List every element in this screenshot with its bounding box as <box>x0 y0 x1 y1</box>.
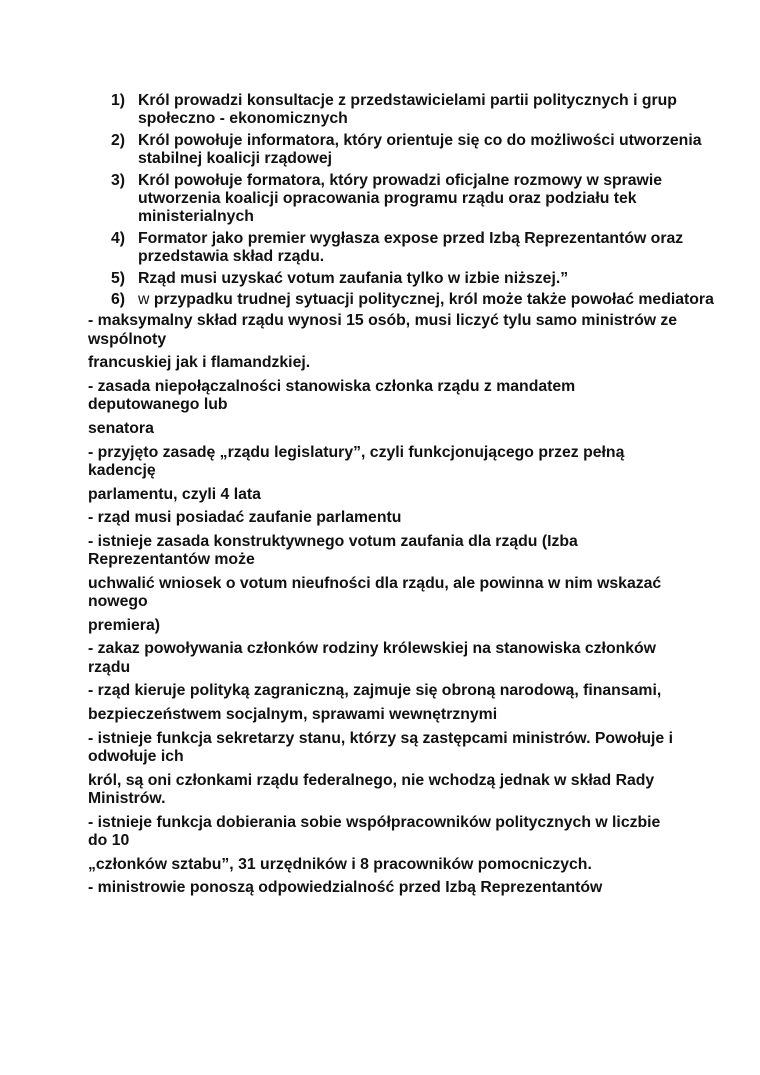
list-text: Rząd musi uzyskać votum zaufania tylko w izbie niższej.” <box>138 269 569 287</box>
paragraph: - rząd musi posiadać zaufanie parlamentu <box>88 509 402 527</box>
paragraph: parlamentu, czyli 4 lata <box>88 485 261 503</box>
paragraph: - zasada niepołączalności stanowiska członka rządu z mandatem deputowanego lub <box>88 378 576 414</box>
list-item <box>90 132 720 169</box>
list-text: przypadku trudnej sytuacji politycznej, król może także powołać mediatora <box>153 291 714 309</box>
paragraph: senatora <box>88 420 154 438</box>
body-text <box>88 312 678 897</box>
list-number: 5) <box>111 269 126 287</box>
list-lead: w <box>138 291 154 309</box>
numbered-list <box>90 92 720 309</box>
list-item <box>90 172 720 227</box>
list-number: 6) <box>111 291 126 309</box>
paragraph: - zakaz powoływania członków rodziny królewskiej na stanowiska członków rządu <box>88 640 656 676</box>
paragraph: - istnieje funkcja dobierania sobie współpracowników politycznych w liczbie do 10 <box>88 813 661 850</box>
paragraph: „członków sztabu”, 31 urzędników i 8 pracowników pomocniczych. <box>88 855 592 873</box>
paragraph: król, są oni członkami rządu federalnego, nie wchodzą jednak w skład Rady Ministrów. <box>88 771 655 808</box>
paragraph: uchwalić wniosek o votum nieufności dla rządu, ale powinna w nim wskazać nowego <box>88 574 662 611</box>
paragraph: - istnieje zasada konstruktywnego votum zaufania dla rządu (Izba Reprezentantów może <box>88 532 578 569</box>
paragraph: - rząd kieruje polityką zagraniczną, zajmuje się obroną narodową, finansami, <box>88 682 662 700</box>
paragraph: premiera) <box>88 616 160 634</box>
list-item <box>90 92 720 129</box>
paragraph: - ministrowie ponoszą odpowiedzialność przed Izbą Reprezentantów <box>88 879 603 897</box>
paragraph: - przyjęto zasadę „rządu legislatury”, czyli funkcjonującego przez pełną kadencję <box>88 443 625 480</box>
paragraph: - maksymalny skład rządu wynosi 15 osób, musi liczyć tylu samo ministrów ze wspólnoty <box>88 312 678 348</box>
paragraph: bezpieczeństwem socjalnym, sprawami wewnętrznymi <box>88 706 498 724</box>
list-number: 2) <box>111 131 126 149</box>
list-number: 1) <box>111 92 126 109</box>
list-item <box>90 230 720 267</box>
list-item <box>90 291 720 309</box>
list-text: Król powołuje formatora, który prowadzi oficjalne rozmowy w sprawie utworzenia koalicji opracowania programu rządu oraz podziału tek ministerialnych <box>138 171 663 226</box>
paragraph: francuskiej jak i flamandzkiej. <box>88 354 311 372</box>
list-number: 4) <box>111 229 126 247</box>
list-number: 3) <box>111 171 126 189</box>
list-item <box>90 270 720 288</box>
paragraph: - istnieje funkcja sekretarzy stanu, którzy są zastępcami ministrów. Powołuje i odwołuje ich <box>88 729 673 766</box>
list-text: Król prowadzi konsultacje z przedstawicielami partii politycznych i grup społeczno - ekonomicznych <box>138 92 677 128</box>
list-text: Król powołuje informatora, który orientuje się co do możliwości utworzenia stabilnej koalicji rządowej <box>138 131 702 168</box>
list-text: Formator jako premier wygłasza expose przed Izbą Reprezentantów oraz przedstawia skład rządu. <box>138 229 684 266</box>
